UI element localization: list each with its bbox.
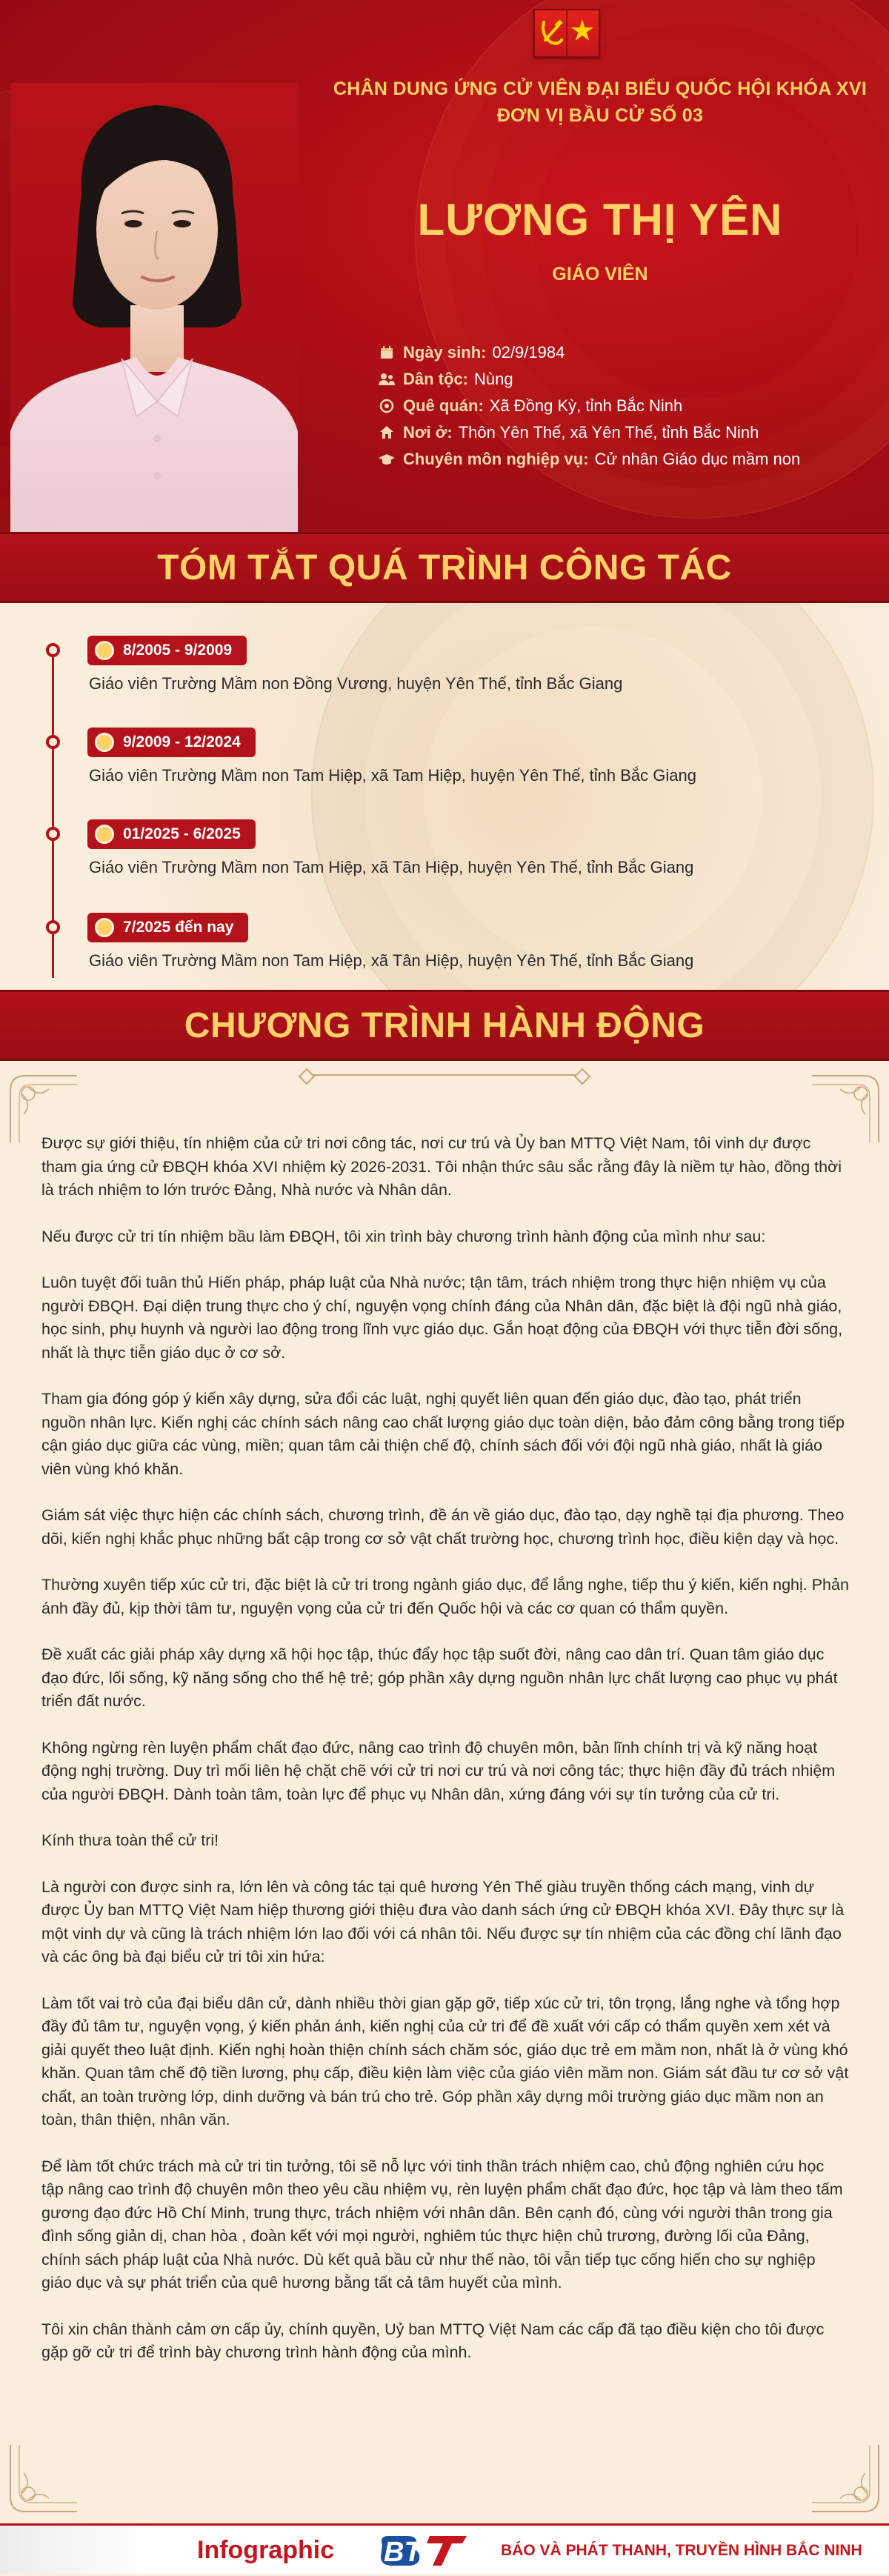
ornament-divider <box>311 1074 578 1076</box>
candidate-role: GIÁO VIÊN <box>552 264 648 284</box>
work-history-timeline <box>0 603 889 990</box>
candidate-info-list <box>378 339 800 473</box>
action-program-body <box>0 1061 889 2523</box>
period-description: Giáo viên Trường Mầm non Đồng Vương, huyện Yên Thế, tỉnh Bắc Giang <box>89 674 623 693</box>
info-value: Cử nhân Giáo dục mầm non <box>594 450 801 468</box>
corner-ornament-icon <box>3 2437 84 2519</box>
period-badge <box>87 913 248 942</box>
info-hometown <box>378 393 800 419</box>
home-icon <box>378 424 396 442</box>
graduation-cap-icon <box>378 450 396 468</box>
period-label: 8/2005 - 9/2009 <box>123 642 233 659</box>
program-paragraph: Không ngừng rèn luyện phẩm chất đạo đức, nâng cao trình độ chuyên môn, bản lĩnh chính trị và kỹ năng hoạt động nghị trường. Duy trì mối liên hệ chặt chẽ với cử tri nơi cư trú và nơi công tác; thực hiện đầy đủ trách nhiệm của người ĐBQH. Dành toàn tâm, toàn lực để phục vụ Nhân dân, xứng đáng với sự tín tưởng của cử tri. <box>41 1738 836 1803</box>
timeline-dot <box>46 643 60 657</box>
program-paragraph: Nếu được cử tri tín nhiệm bầu làm ĐBQH, tôi xin trình bày chương trình hành động của mình như sau: <box>41 1227 766 1245</box>
period-description: Giáo viên Trường Mầm non Tam Hiệp, xã Tân Hiệp, huyện Yên Thế, tỉnh Bắc Giang <box>89 951 694 970</box>
svg-text:BTV: BTV <box>384 2537 440 2568</box>
period-badge <box>87 728 256 757</box>
info-value: Thôn Yên Thế, xã Yên Thế, tỉnh Bắc Ninh <box>458 423 759 442</box>
drum-watermark <box>311 603 874 990</box>
infographic-label: Infographic <box>197 2536 335 2564</box>
info-label: Nơi ở: <box>403 423 453 442</box>
period-badge <box>87 819 256 849</box>
program-paragraph: Làm tốt vai trò của đại biểu dân cử, dành nhiều thời gian gặp gỡ, tiếp xúc cử tri, tôn trọng, lắng nghe và tổng hợp đầy đủ tâm tư, nguyện vọng, ý kiến phản ánh, kiến nghị của cử tri để đề xuất với cấp có thẩm quyền xem xét và giải quyết theo luật định. Kiến nghị hoàn thiện chính sách chăm sóc, giáo dục trẻ em mầm non, nhất là ở vùng khó khăn. Quan tâm chế độ tiền lương, phụ cấp, điều kiện làm việc của giáo viên mầm non. Giám sát đầu tư cơ sở vật chất, an toàn trường lớp, dinh dưỡng và bán trú cho trẻ. Góp phần xây dựng môi trường giáo dục mầm non an toàn, thân thiện, nhân văn. <box>41 1994 849 2129</box>
work-history-title: TÓM TẮT QUÁ TRÌNH CÔNG TÁC <box>157 548 732 588</box>
timeline-dot <box>46 827 60 841</box>
organization-name: BÁO VÀ PHÁT THANH, TRUYỀN HÌNH BẮC NINH <box>501 2542 862 2559</box>
action-program-banner <box>0 990 889 1061</box>
footer <box>0 2523 889 2574</box>
info-value: Xã Đồng Kỳ, tỉnh Bắc Ninh <box>489 396 683 415</box>
period-description: Giáo viên Trường Mầm non Tam Hiệp, xã Tân Hiệp, huyện Yên Thế, tỉnh Bắc Giang <box>89 858 694 876</box>
period-label: 01/2025 - 6/2025 <box>123 825 241 842</box>
action-program-title: CHƯƠNG TRÌNH HÀNH ĐỘNG <box>184 1005 705 1045</box>
program-paragraph: Giám sát việc thực hiện các chính sách, chương trình, đề án về giáo dục, đào tạo, dạy nghề tại địa phương. Theo dõi, kiến nghị khắc phục những bất cập trong cơ sở vật chất trường học, chương trình học, điều kiện dạy và học. <box>41 1506 845 1548</box>
program-paragraph: Thường xuyên tiếp xúc cử tri, đặc biệt là cử tri trong ngành giáo dục, để lắng nghe, tiếp thu ý kiến, kiến nghị. Phản ánh đầy đủ, kịp thời tâm tư, nguyện vọng của cử tri đến Quốc hội và các cơ quan có thẩm quyền. <box>41 1576 849 1617</box>
timeline-dot <box>46 735 60 749</box>
info-qualification <box>378 446 800 473</box>
info-residence <box>378 419 800 446</box>
work-history-banner <box>0 532 889 603</box>
candidate-name: LƯƠNG THỊ YÊN <box>417 195 783 244</box>
program-paragraph: Tham gia đóng góp ý kiến xây dựng, sửa đổi các luật, nghị quyết liên quan đến giáo dục, đào tạo, phát triển nguồn nhân lực. Kiến nghị các chính sách nâng cao chất lượng giáo dục toàn diện, bảo đảm công bằng trong tiếp cận giáo dục giữa các vùng, miền; quan tâm cải thiện chế độ, chính sách đối với đội ngũ nhà giáo, nhất là giáo viên vùng khó khăn. <box>41 1390 845 1478</box>
header-title-line1: CHÂN DUNG ỨNG CỬ VIÊN ĐẠI BIỂU QUỐC HỘI KHÓA XVI <box>333 79 868 99</box>
info-label: Dân tộc: <box>403 370 468 388</box>
location-pin-icon <box>378 397 396 415</box>
timeline-dot <box>46 920 60 934</box>
program-paragraph: Tôi xin chân thành cảm ơn cấp ủy, chính quyền, Uỷ ban MTTQ Việt Nam các cấp đã tạo điều kiện cho tôi được gặp gỡ cử tri để trình bày chương trình hành động của mình. <box>41 2320 825 2361</box>
info-value: Nùng <box>474 370 513 388</box>
period-label: 7/2025 đến nay <box>123 919 234 936</box>
period-description: Giáo viên Trường Mầm non Tam Hiệp, xã Tam Hiệp, huyện Yên Thế, tỉnh Bắc Giang <box>89 766 696 785</box>
info-label: Quê quán: <box>403 396 484 415</box>
program-paragraph: Là người con được sinh ra, lớn lên và công tác tại quê hương Yên Thế giàu truyền thống cách mạng, vinh dự được Ủy ban MTTQ Việt Nam hiệp thương giới thiệu đưa vào danh sách ứng cử ĐBQH khóa XVI. Đây thực sự là một vinh dự và cũng là trách nhiệm lớn lao đối với cá nhân tôi. Nếu được sự tín nhiệm của các đồng chí lãnh đạo và các ông bà đại biểu cử tri tôi xin hứa: <box>41 1877 845 1966</box>
info-ethnicity <box>378 366 800 393</box>
candidate-portrait <box>10 83 298 532</box>
period-label: 9/2009 - 12/2024 <box>123 733 241 750</box>
candidate-header <box>0 0 889 532</box>
program-paragraph: Luôn tuyệt đối tuân thủ Hiến pháp, pháp luật của Nhà nước; tận tâm, trách nhiệm trong thực hiện nhiệm vụ của người ĐBQH. Đại diện trung thực cho ý chí, nguyện vọng chính đáng của Nhân dân, đặc biệt là đội ngũ nhà giáo, học sinh, phụ huynh và người lao động trong lĩnh vực giáo dục. Gắn hoạt động của ĐBQH với thực tiễn đời sống, nhất là thực tiễn giáo dục ở cơ sở. <box>41 1274 843 1362</box>
program-paragraph: Để làm tốt chức trách mà cử tri tin tưởng, tôi sẽ nỗ lực với tinh thần trách nhiệm cao, chủ động nghiên cứu học tập nâng cao trình độ chuyên môn theo yêu cầu nhiệm vụ, rèn luyện phẩm chất đạo đức, học tập và làm theo tấm gương đạo đức Hồ Chí Minh, trung thực, trách nhiệm với nhân dân. Bên cạnh đó, cùng với người thân trong gia đình sống giản dị, chan hòa , đoàn kết với mọi người, nghiêm túc thực hiện chủ trương, đường lối của Đảng, chính sách pháp luật của Nhà nước. Dù kết quả bầu cử như thế nào, tôi vẫn tiếp tục cống hiến cho sự nghiệp giáo dục và sự phát triển của quê hương bằng tất cả tâm huyết của mình. <box>41 2157 843 2292</box>
program-paragraph: Đề xuất các giải pháp xây dựng xã hội học tập, thúc đẩy học tập suốt đời, nâng cao dân trí. Quan tâm giáo dục đạo đức, lối sống, kỹ năng sống cho thế hệ trẻ; góp phần xây dựng nguồn nhân lực chất lượng cao phục vụ phát triển đất nước. <box>41 1645 838 1710</box>
header-title-line2: ĐƠN VỊ BẦU CỬ SỐ 03 <box>496 105 704 126</box>
program-paragraph: Được sự giới thiệu, tín nhiệm của cử tri nơi công tác, nơi cư trú và Ủy ban MTTQ Việt Nam, tôi vinh dự được tham gia ứng cử ĐBQH khóa XVI nhiệm kỳ 2026-2031. Tôi nhận thức sâu sắc rằng đây là niềm tự hào, đồng thời là trách nhiệm to lớn trước Đảng, Nhà nước và Nhân dân. <box>41 1134 842 1199</box>
btv-logo-icon <box>378 2532 474 2570</box>
info-label: Ngày sinh: <box>403 343 487 362</box>
info-birthdate <box>378 339 800 366</box>
program-text <box>41 1132 849 2388</box>
period-badge <box>87 636 247 665</box>
info-value: 02/9/1984 <box>492 343 565 362</box>
program-paragraph: Kính thưa toàn thể cử tri! <box>41 1831 219 1849</box>
party-flag-icon <box>533 9 600 58</box>
corner-ornament-icon <box>805 2437 886 2519</box>
people-icon <box>378 370 396 388</box>
calendar-icon <box>378 344 396 362</box>
info-label: Chuyên môn nghiệp vụ: <box>403 450 589 468</box>
